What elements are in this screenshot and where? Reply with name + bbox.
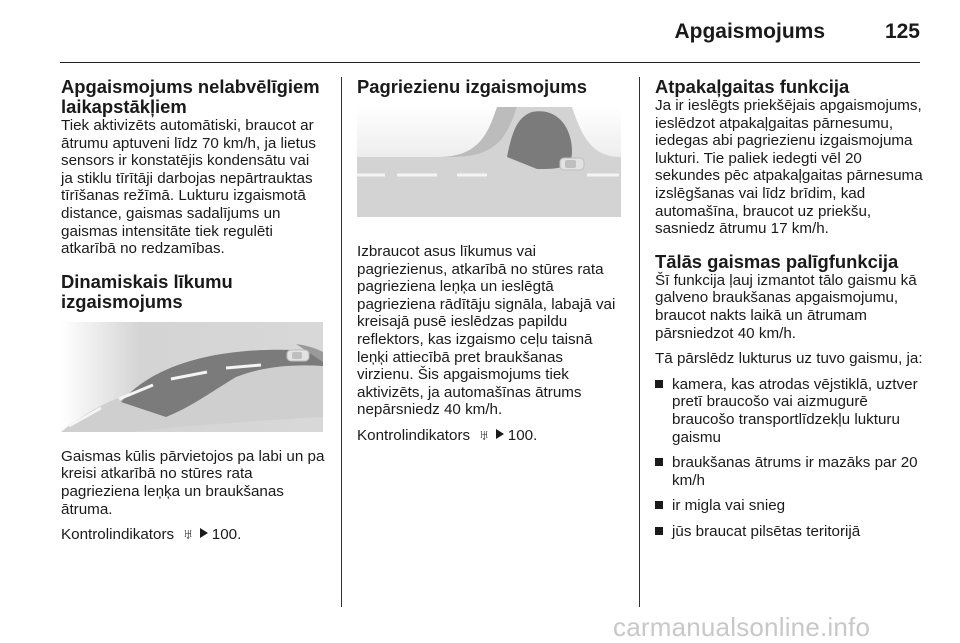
section-heading-reverse: Atpakaļgaitas funkcija xyxy=(655,76,850,97)
list-item: kamera, kas atrodas vējstiklā, uztver pretī braucošo vai aizmugurē braucošo transportlīdzekļu lukturu gaismu xyxy=(655,376,925,446)
bullet-icon xyxy=(655,380,663,388)
bullet-icon xyxy=(655,458,663,466)
section-body-cornering: Izbraucot asus līkumus vai pagriezienus, atkarībā no stūres rata pagrieziena leņķa un ieslēgtā pagrieziena rādītāju signāla, labajā vai kreisajā pusē ieslēdzas papildu reflektors, kas izgaismo ceļu taisnā leņķi attiecībā pret braukšanas virzienu. Šis apgaismojums tiek aktivizēts, ja automašīnas ātrums nepārsniedz 40 km/h. xyxy=(357,243,616,419)
triangle-right-icon xyxy=(200,528,208,538)
reference-label: Kontrolindikators xyxy=(61,526,175,544)
indicator-reference-1 xyxy=(61,526,325,544)
list-item: braukšanas ātrums ir mazāks par 20 km/h xyxy=(655,454,925,489)
column-3 xyxy=(655,77,925,548)
section-body-reverse: Ja ir ieslēgts priekšējais apgaismojums, ieslēdzot atpakaļgaitas pārnesumu, iedegas abi pagriezienu izgaismojuma lukturi. Tie paliek iedegti vēl 20 sekundes pēc atpakaļgaitas pārnesuma izslēgšanas vai līdz brīdim, kad automašīna, braucot uz priekšu, sasniedz ātrumu 17 km/h. xyxy=(655,97,923,238)
section-heading-high-beam-assist: Tālās gaismas palīgfunkcija xyxy=(655,250,899,272)
indicator-reference-2 xyxy=(357,427,621,445)
list-item: ir migla vai snieg xyxy=(655,497,925,515)
column-divider-1 xyxy=(341,77,342,607)
headlight-indicator-icon: ♅ xyxy=(182,526,194,544)
bullet-icon xyxy=(655,501,663,509)
reference-label: Kontrolindikators xyxy=(357,426,471,444)
section-heading-adverse-weather: Apgaismojums nelabvēlīgiem laikapstākļiem xyxy=(61,76,320,117)
car-icon xyxy=(560,158,584,170)
section-body-high-beam-assist-2: Tā pārslēdz lukturus uz tuvo gaismu, ja: xyxy=(655,350,923,368)
car-icon xyxy=(287,350,309,361)
curve-lighting-illustration xyxy=(61,322,323,432)
headlight-indicator-icon: ♅ xyxy=(478,426,490,444)
column-1 xyxy=(61,77,325,552)
page-header xyxy=(60,0,920,63)
section-heading-dynamic-curve: Dinamiskais līkumu izgaismojums xyxy=(61,270,233,312)
section-body-adverse-weather: Tiek aktivizēts automātiski, braucot ar ātrumu aptuveni līdz 70 km/h, ja lietus sensors ir konstatējis kondensātu vai ja stiklu tīrītāji darbojas nepārtrauktas tīrīšanas režīmā. Lukturu izgaismotā distance, gaismas sadalījums un gaismas intensitāte tiek regulēti atkarībā no redzamības. xyxy=(61,117,316,258)
column-divider-2 xyxy=(639,77,640,607)
watermark: carmanualsonline.info xyxy=(613,612,871,642)
cornering-light-illustration xyxy=(357,107,621,217)
reference-page: 100. xyxy=(507,426,538,444)
condition-list xyxy=(655,376,925,541)
triangle-right-icon xyxy=(496,429,504,439)
section-heading-cornering: Pagriezienu izgaismojums xyxy=(357,76,587,97)
page-title: Apgaismojums xyxy=(674,20,825,43)
list-item: jūs braucat pilsētas teritorijā xyxy=(655,523,925,541)
section-body-dynamic-curve: Gaismas kūlis pārvietojos pa labi un pa kreisi atkarībā no stūres rata pagrieziena leņķa un braukšanas ātruma. xyxy=(61,447,325,518)
reference-page: 100. xyxy=(211,526,242,544)
bullet-icon xyxy=(655,527,663,535)
page-number: 125 xyxy=(884,20,920,43)
column-2 xyxy=(357,77,621,453)
section-body-high-beam-assist-1: Šī funkcija ļauj izmantot tālo gaismu kā galveno braukšanas apgaismojumu, braucot nakts laikā un ātrumam pārsniedzot 40 km/h. xyxy=(655,271,917,342)
